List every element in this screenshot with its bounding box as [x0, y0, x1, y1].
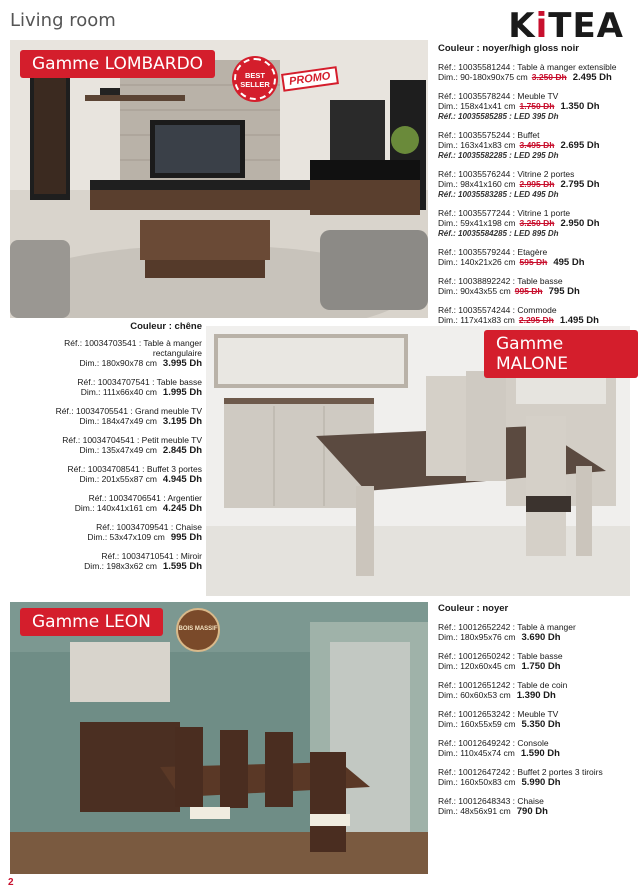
- spec-item: [20, 493, 202, 514]
- spec-item: [438, 208, 634, 239]
- old-price: 1.750 Dh: [519, 101, 555, 111]
- spec-item: [438, 796, 634, 817]
- bois-massif-text: BOIS MASSIF: [178, 626, 218, 632]
- ref-line: Réf.: 10035576244 : Vitrine 2 portes: [438, 169, 575, 179]
- dim-text: Dim.: 53x47x109 cm: [87, 532, 165, 542]
- spec-item: [20, 435, 202, 456]
- dim-text: Dim.: 120x60x45 cm: [438, 661, 516, 671]
- leon-specs: [438, 604, 634, 825]
- kitea-logo: KiTEA: [508, 6, 624, 46]
- dim-line: [438, 179, 634, 190]
- promo-tag: PROMO: [281, 66, 339, 92]
- spec-item: [438, 276, 634, 297]
- dim-text: Dim.: 110x45x74 cm: [438, 748, 515, 758]
- price: 2.695 Dh: [560, 140, 600, 151]
- dim-line: [438, 748, 634, 759]
- price: 4.245 Dh: [162, 503, 202, 514]
- ref-line: Réf.: 10035578244 : Meuble TV: [438, 91, 559, 101]
- leon-color-head: Couleur : noyer: [438, 603, 509, 614]
- price: 1.495 Dh: [559, 315, 599, 326]
- dim-text: Dim.: 180x90x78 cm: [79, 358, 157, 368]
- section-title: Living room: [10, 10, 116, 31]
- dim-line: [438, 661, 634, 672]
- dim-line: [20, 387, 202, 398]
- bois-massif-badge: [176, 608, 220, 652]
- price: 2.795 Dh: [560, 179, 600, 190]
- lombardo-specs: [438, 44, 634, 334]
- dim-text: Dim.: 90-180x90x75 cm: [438, 72, 528, 82]
- ref-line: Réf.: 10035579244 : Etagère: [438, 247, 548, 257]
- dim-line: [20, 445, 202, 456]
- price: 1.750 Dh: [521, 661, 561, 672]
- lombardo-color-head: Couleur : noyer/high gloss noir: [438, 43, 579, 54]
- old-price: 595 Dh: [519, 257, 548, 267]
- price: 5.990 Dh: [521, 777, 561, 788]
- old-price: 2.995 Dh: [519, 179, 555, 189]
- dim-text: Dim.: 158x41x41 cm: [438, 101, 516, 111]
- dim-line: [438, 632, 634, 643]
- price: 4.945 Dh: [162, 474, 202, 485]
- price: 1.590 Dh: [520, 748, 560, 759]
- spec-item: [438, 169, 634, 200]
- ref-line: Réf.: 10034709541 : Chaise: [96, 522, 202, 532]
- gamme-leon-tag: Gamme LEON: [20, 608, 163, 636]
- ref-line: Réf.: 10035574244 : Commode: [438, 305, 557, 315]
- spec-item: [438, 709, 634, 730]
- malone-specs: [20, 322, 202, 580]
- dim-line: [438, 719, 634, 730]
- dim-text: Dim.: 117x41x83 cm: [438, 315, 515, 325]
- spec-item: [20, 464, 202, 485]
- spec-item: [438, 738, 634, 759]
- spec-item: [438, 247, 634, 268]
- dim-text: Dim.: 98x41x160 cm: [438, 179, 516, 189]
- led-line: Réf.: 10035585285 : LED 395 Dh: [438, 112, 559, 121]
- ref-line: Réf.: 10034705541 : Grand meuble TV: [55, 406, 202, 416]
- ref-line: Réf.: 10012653242 : Meuble TV: [438, 709, 559, 719]
- dim-line: [438, 315, 634, 326]
- old-price: 3.250 Dh: [531, 72, 567, 82]
- led-line: Réf.: 10035582285 : LED 295 Dh: [438, 151, 559, 160]
- spec-item: [438, 62, 634, 83]
- price: 995 Dh: [170, 532, 202, 543]
- old-price: 3.495 Dh: [519, 140, 555, 150]
- gamme-lombardo-tag: Gamme LOMBARDO: [20, 50, 215, 78]
- dim-line: [20, 358, 202, 369]
- dim-line: [20, 503, 202, 514]
- price: 2.845 Dh: [162, 445, 202, 456]
- dim-line: [438, 257, 634, 268]
- ref-line: Réf.: 10034704541 : Petit meuble TV: [62, 435, 202, 445]
- best-seller-badge: [234, 58, 276, 100]
- ref-line: Réf.: 10038892242 : Table basse: [438, 276, 563, 286]
- dim-line: [438, 690, 634, 701]
- dim-text: Dim.: 135x47x49 cm: [79, 445, 157, 455]
- spec-item: [20, 551, 202, 572]
- dim-text: Dim.: 160x50x83 cm: [438, 777, 516, 787]
- dim-line: [438, 72, 634, 83]
- dim-text: Dim.: 201x55x87 cm: [79, 474, 157, 484]
- spec-item: [20, 406, 202, 427]
- spec-item: [438, 130, 634, 161]
- dim-line: [438, 777, 634, 788]
- price: 2.950 Dh: [560, 218, 600, 229]
- price: 3.690 Dh: [521, 632, 561, 643]
- dim-line: [20, 416, 202, 427]
- dim-line: [20, 561, 202, 572]
- dim-text: Dim.: 180x95x76 cm: [438, 632, 516, 642]
- price: 495 Dh: [553, 257, 585, 268]
- dim-text: Dim.: 198x3x62 cm: [84, 561, 157, 571]
- malone-color-head: Couleur : chêne: [130, 321, 202, 332]
- dim-line: [438, 140, 634, 151]
- dim-line: [438, 286, 634, 297]
- price: 1.350 Dh: [560, 101, 600, 112]
- dim-text: Dim.: 111x66x40 cm: [80, 387, 157, 397]
- leon-photo: [10, 602, 428, 874]
- price: 1.995 Dh: [162, 387, 202, 398]
- dim-text: Dim.: 184x47x49 cm: [79, 416, 157, 426]
- dim-text: Dim.: 60x60x53 cm: [438, 690, 511, 700]
- dim-line: [438, 218, 634, 229]
- spec-item: [438, 91, 634, 122]
- best-seller-text: BEST SELLER: [240, 71, 270, 89]
- ref-line: Réf.: 10012647242 : Buffet 2 portes 3 tiroirs: [438, 767, 603, 777]
- page-number: 2: [8, 877, 14, 888]
- price: 1.595 Dh: [162, 561, 202, 572]
- dim-text: Dim.: 90x43x55 cm: [438, 286, 511, 296]
- price: 795 Dh: [548, 286, 580, 297]
- price: 1.390 Dh: [516, 690, 556, 701]
- price: 790 Dh: [516, 806, 548, 817]
- ref-line: Réf.: 10034708541 : Buffet 3 portes: [67, 464, 202, 474]
- ref-line: Réf.: 10035577244 : Vitrine 1 porte: [438, 208, 571, 218]
- dim-line: [438, 101, 634, 112]
- spec-item: [438, 305, 634, 326]
- spec-item: [438, 651, 634, 672]
- led-line: Réf.: 10035584285 : LED 895 Dh: [438, 229, 559, 238]
- led-line: Réf.: 10035583285 : LED 495 Dh: [438, 190, 559, 199]
- ref-line: Réf.: 10034706541 : Argentier: [88, 493, 202, 503]
- dim-line: [20, 532, 202, 543]
- dim-text: Dim.: 163x41x83 cm: [438, 140, 516, 150]
- spec-item: [438, 767, 634, 788]
- ref-line: Réf.: 10012652242 : Table à manger: [438, 622, 576, 632]
- gamme-malone-tag: Gamme MALONE: [484, 330, 638, 378]
- ref-line: Réf.: 10012651242 : Table de coin: [438, 680, 568, 690]
- ref-line: Réf.: 10012650242 : Table basse: [438, 651, 563, 661]
- ref-line: Réf.: 10012648343 : Chaise: [438, 796, 544, 806]
- price: 2.495 Dh: [572, 72, 612, 83]
- old-price: 2.295 Dh: [518, 315, 554, 325]
- ref-line: Réf.: 10034703541 : Table à manger rectangulaire: [64, 338, 202, 358]
- price: 3.195 Dh: [162, 416, 202, 427]
- dim-text: Dim.: 140x21x26 cm: [438, 257, 516, 267]
- dim-text: Dim.: 48x56x91 cm: [438, 806, 511, 816]
- old-price: 995 Dh: [514, 286, 543, 296]
- spec-item: [20, 338, 202, 369]
- lombardo-photo: [10, 40, 428, 318]
- ref-line: Réf.: 10034707541 : Table basse: [77, 377, 202, 387]
- dim-text: Dim.: 59x41x198 cm: [438, 218, 516, 228]
- spec-item: [438, 622, 634, 643]
- dim-text: Dim.: 140x41x161 cm: [74, 503, 157, 513]
- spec-item: [438, 680, 634, 701]
- price: 3.995 Dh: [162, 358, 202, 369]
- ref-line: Réf.: 10012649242 : Console: [438, 738, 549, 748]
- old-price: 3.250 Dh: [519, 218, 555, 228]
- price: 5.350 Dh: [521, 719, 561, 730]
- ref-line: Réf.: 10035575244 : Buffet: [438, 130, 540, 140]
- ref-line: Réf.: 10034710541 : Miroir: [101, 551, 202, 561]
- spec-item: [20, 377, 202, 398]
- spec-item: [20, 522, 202, 543]
- dim-line: [20, 474, 202, 485]
- dim-line: [438, 806, 634, 817]
- ref-line: Réf.: 10035581244 : Table à manger extensible: [438, 62, 617, 72]
- dim-text: Dim.: 160x55x59 cm: [438, 719, 516, 729]
